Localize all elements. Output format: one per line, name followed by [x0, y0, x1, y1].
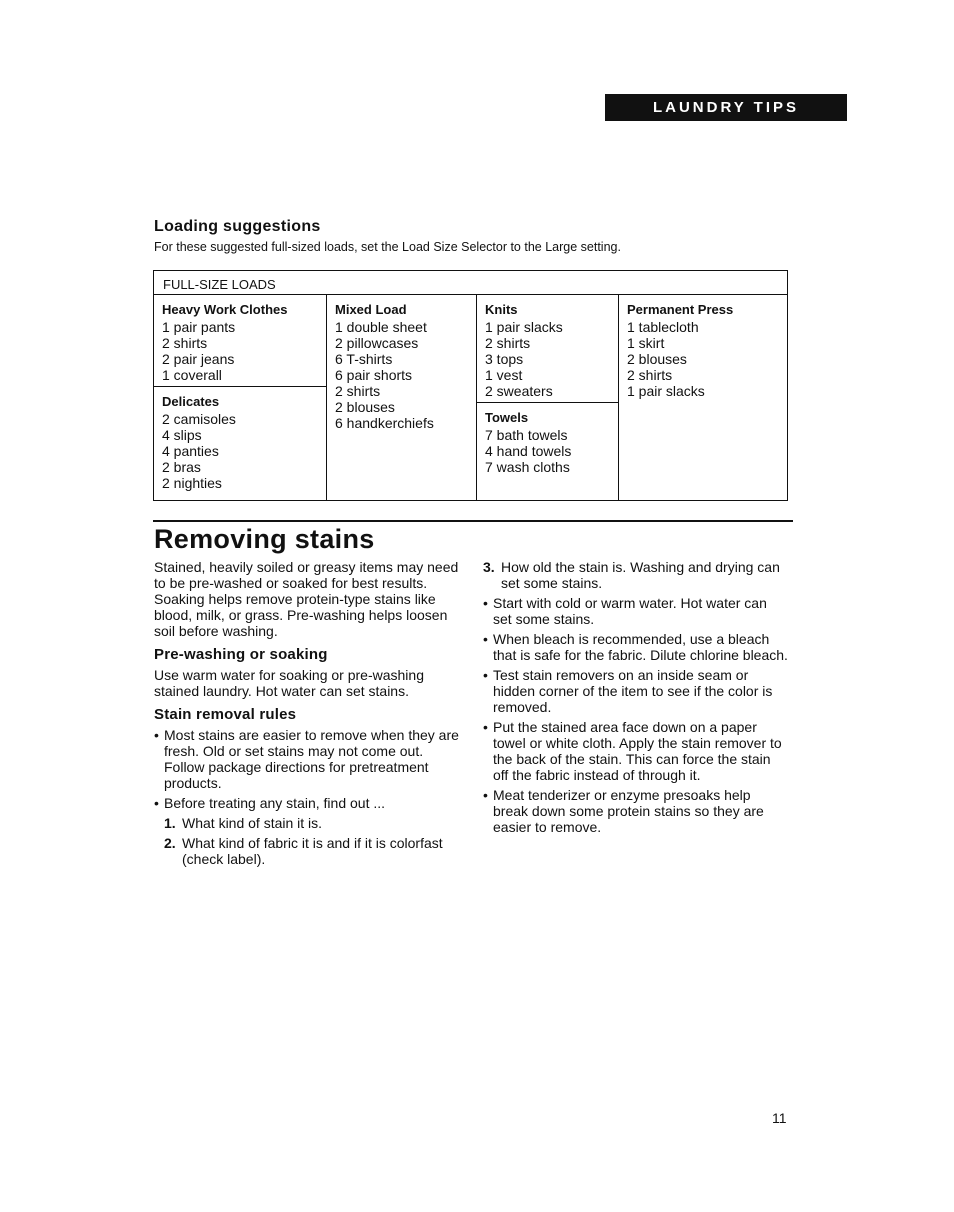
list-item: 4 slips: [162, 427, 202, 443]
group-title: Mixed Load: [335, 302, 407, 317]
list-item: 6 T-shirts: [335, 351, 393, 367]
column-permanent-press: [619, 295, 787, 500]
group-mixed-load: [327, 295, 476, 431]
list-item: 1 tablecloth: [627, 319, 699, 335]
list-item: • Test stain removers on an inside seam or hidden corner of the item to see if the color is removed.: [483, 667, 788, 715]
prewash-text: Use warm water for soaking or pre-washing stained laundry. Hot water can set stains.: [154, 667, 424, 699]
item-number: 3.: [483, 559, 495, 575]
list-item: 2 shirts: [485, 335, 531, 351]
find-out-list-continued: [483, 559, 788, 591]
group-heavy-work: [154, 295, 326, 383]
list-item: 1 coverall: [162, 367, 222, 383]
right-text-column: [483, 559, 788, 839]
list-item: 7 wash cloths: [485, 459, 570, 475]
list-item: 2 blouses: [335, 399, 395, 415]
group-knits: [477, 295, 618, 399]
group-title: Towels: [485, 410, 529, 425]
prewash-heading: Pre-washing or soaking: [154, 646, 328, 663]
group-permanent-press: [619, 295, 787, 399]
list-item: • When bleach is recommended, use a bleach that is safe for the fabric. Dilute chlorine bleach.: [483, 631, 788, 663]
section-tab: LAUNDRY TIPS: [605, 94, 847, 121]
loading-intro: For these suggested full-sized loads, set the Load Size Selector to the Large setting.: [154, 240, 621, 254]
item-text: What kind of stain it is.: [182, 815, 323, 831]
list-item: • Meat tenderizer or enzyme presoaks help break down some protein stains so they are easier to remove.: [483, 787, 788, 835]
list-item: [164, 835, 459, 867]
column-heavy-delicates: [154, 295, 327, 500]
removing-stains-heading: Removing stains: [154, 524, 375, 554]
group-title: Knits: [485, 302, 518, 317]
list-item: 2 sweaters: [485, 383, 553, 399]
item-list: [162, 319, 326, 383]
group-delicates: [154, 387, 326, 491]
list-item: 2 blouses: [627, 351, 687, 367]
list-item: 6 handkerchiefs: [335, 415, 434, 431]
list-item: 4 hand towels: [485, 443, 572, 459]
list-item: • Most stains are easier to remove when they are fresh. Old or set stains may not come out. Follow package directions for pretreatment products.: [154, 727, 459, 791]
table-header: FULL-SIZE LOADS: [163, 277, 276, 292]
list-item: 2 bras: [162, 459, 201, 475]
item-list: [162, 411, 326, 491]
removing-intro: Stained, heavily soiled or greasy items may need to be pre-washed or soaked for best results. Soaking helps remove protein-type stains like blood, milk, or grass. Pre-washing helps loosen soil before washing.: [154, 559, 459, 639]
item-list: [627, 319, 787, 399]
group-title: Delicates: [162, 394, 220, 409]
list-item: [164, 815, 459, 831]
list-item: 1 double sheet: [335, 319, 427, 335]
item-list: [485, 427, 618, 475]
list-item: 2 shirts: [162, 335, 208, 351]
rules-list: [154, 727, 459, 811]
column-knits-towels: [477, 295, 619, 500]
item-number: 1.: [164, 815, 176, 831]
list-item: 2 nighties: [162, 475, 222, 491]
loading-suggestions-heading: Loading suggestions: [154, 218, 321, 235]
item-number: 2.: [164, 835, 176, 851]
group-title: Permanent Press: [627, 302, 734, 317]
list-item: 1 pair slacks: [627, 383, 705, 399]
list-item: [483, 559, 788, 591]
list-item: 4 panties: [162, 443, 219, 459]
list-item: 1 pair pants: [162, 319, 236, 335]
list-item: 2 pair jeans: [162, 351, 235, 367]
list-item: 3 tops: [485, 351, 524, 367]
list-item: 6 pair shorts: [335, 367, 413, 383]
list-item: 1 skirt: [627, 335, 665, 351]
list-item: 1 vest: [485, 367, 523, 383]
list-item: • Before treating any stain, find out ...: [154, 795, 459, 811]
page-number: 11: [772, 1110, 787, 1126]
list-item: 7 bath towels: [485, 427, 568, 443]
group-title: Heavy Work Clothes: [162, 302, 288, 317]
list-item: 2 pillowcases: [335, 335, 419, 351]
column-mixed-load: [327, 295, 477, 500]
item-text: What kind of fabric it is and if it is colorfast (check label).: [182, 835, 443, 867]
full-size-loads-table: [153, 270, 788, 501]
list-item: 2 shirts: [335, 383, 381, 399]
left-text-column: [154, 559, 459, 871]
rules-heading: Stain removal rules: [154, 706, 297, 723]
section-divider: [153, 520, 793, 522]
list-item: • Start with cold or warm water. Hot water can set some stains.: [483, 595, 788, 627]
list-item: 1 pair slacks: [485, 319, 563, 335]
find-out-list: [154, 815, 459, 867]
item-list: [485, 319, 618, 399]
list-item: 2 camisoles: [162, 411, 236, 427]
group-towels: [477, 403, 618, 475]
list-item: • Put the stained area face down on a paper towel or white cloth. Apply the stain remover to the back of the stain. This can force the stain off the fabric instead of through it.: [483, 719, 788, 783]
list-item: 2 shirts: [627, 367, 673, 383]
item-text: How old the stain is. Washing and drying can set some stains.: [501, 559, 780, 591]
item-list: [335, 319, 476, 431]
rules-list-continued: [483, 595, 788, 835]
